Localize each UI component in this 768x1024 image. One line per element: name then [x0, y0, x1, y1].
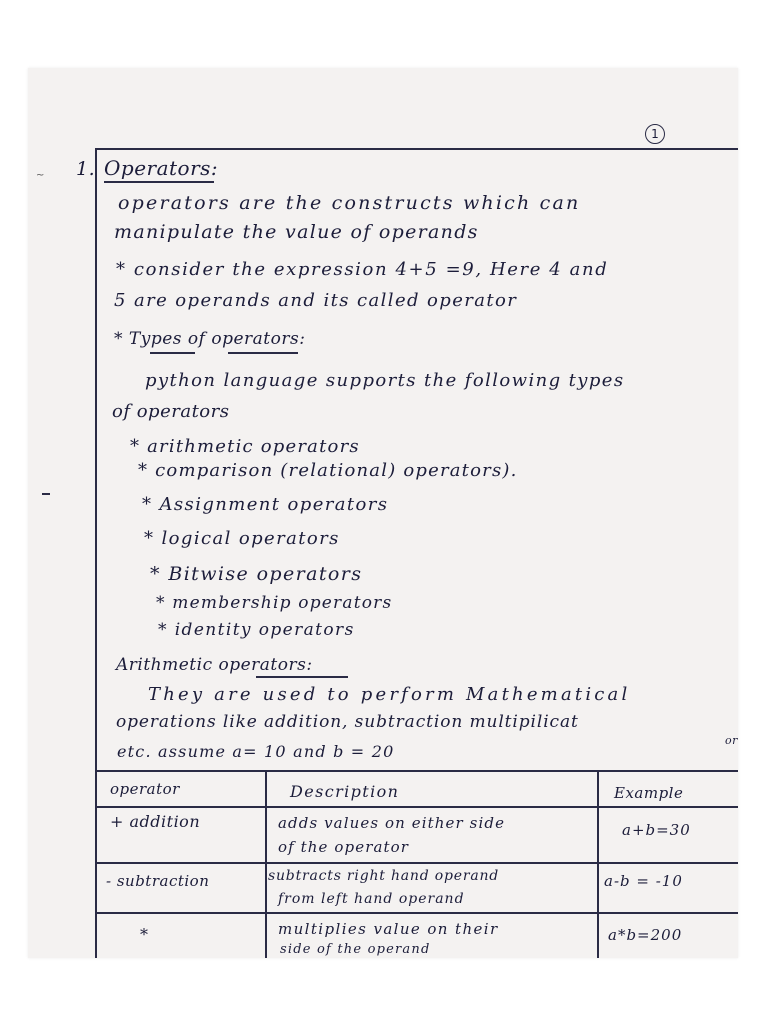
- table-row-2-description-2: from left hand operand: [278, 891, 465, 907]
- heading-title: Operators:: [104, 156, 219, 180]
- heading-underline: [104, 181, 214, 183]
- types-item-3: * Assignment operators: [142, 494, 389, 515]
- heading-number: 1.: [76, 158, 96, 180]
- intro-line-2: manipulate the value of operands: [114, 221, 479, 243]
- table-row-3-description-1: multiplies value on their: [278, 920, 499, 938]
- table-row-rule-2: [95, 912, 738, 914]
- types-item-7: * identity operators: [158, 620, 355, 640]
- table-top-rule: [95, 770, 738, 772]
- arith-intro-line-3: etc. assume a= 10 and b = 20: [117, 742, 395, 761]
- table-col-divider-1: [265, 770, 267, 958]
- types-item-2: * comparison (relational) operators).: [138, 460, 518, 481]
- table-row-1-description-2: of the operator: [278, 838, 410, 856]
- arith-heading: Arithmetic operators:: [116, 655, 313, 675]
- arith-intro-line-1: They are used to perform Mathematical: [148, 684, 631, 705]
- types-item-4: * logical operators: [144, 528, 340, 549]
- margin-dash: [42, 493, 50, 495]
- example-line-2: 5 are operands and its called operator: [114, 290, 518, 311]
- table-row-1-operator: + addition: [110, 812, 201, 831]
- table-row-1-example: a+b=30: [622, 821, 691, 839]
- table-header-example: Example: [614, 784, 684, 802]
- table-row-3-example: a*b=200: [608, 926, 683, 944]
- margin-line-horizontal: [95, 148, 738, 150]
- arith-overflow: or: [725, 734, 738, 747]
- table-row-2-description-1: subtracts right hand operand: [268, 868, 500, 884]
- arith-underline: [256, 676, 348, 678]
- table-header-description: Description: [290, 782, 400, 801]
- table-row-rule-1: [95, 862, 738, 864]
- types-intro-line-1: python language supports the following types: [145, 370, 625, 391]
- table-header-rule: [95, 806, 738, 808]
- types-item-1: * arithmetic operators: [130, 436, 360, 457]
- types-heading: * Types of operators:: [114, 329, 306, 349]
- types-underline-1: [150, 352, 195, 354]
- table-row-3-operator: *: [140, 925, 149, 944]
- table-row-2-example: a-b = -10: [604, 872, 683, 890]
- margin-line-vertical: [95, 148, 97, 958]
- table-row-1-description-1: adds values on either side: [278, 814, 506, 832]
- example-line-1: * consider the expression 4+5 =9, Here 4 and: [116, 259, 609, 280]
- types-underline-2: [228, 352, 298, 354]
- page-number: 1: [645, 124, 665, 144]
- intro-line-1: operators are the constructs which can: [118, 192, 581, 214]
- margin-mark: ~: [36, 170, 45, 181]
- arith-intro-line-2: operations like addition, subtraction multipilicat: [116, 712, 579, 732]
- table-row-2-operator: - subtraction: [106, 872, 210, 890]
- table-header-operator: operator: [110, 780, 180, 798]
- table-row-3-description-2: side of the operand: [280, 942, 431, 957]
- types-item-5: * Bitwise operators: [150, 563, 363, 585]
- table-col-divider-2: [597, 770, 599, 958]
- types-item-6: * membership operators: [156, 593, 393, 613]
- types-intro-line-2: of operators: [112, 401, 230, 422]
